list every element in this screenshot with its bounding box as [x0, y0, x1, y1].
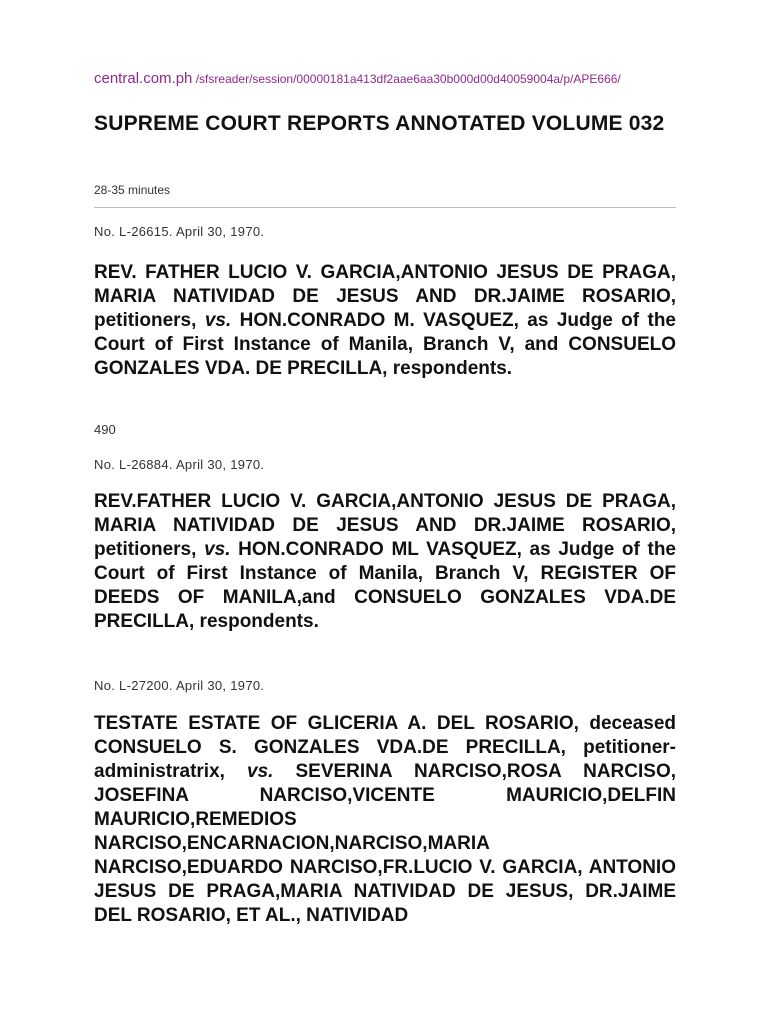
case-parties-1-before: REV. FATHER LUCIO V. GARCIA,ANTONIO JESUS DE PRAGA, MARIA NATIVIDAD DE JESUS AND DR.JAIME ROSARIO, petitioners,: [94, 262, 676, 331]
case-number-1: No. L-26615. April 30, 1970.: [94, 224, 265, 239]
case-parties-1: [94, 261, 676, 381]
source-path[interactable]: /sfsreader/session/00000181a413df2aae6aa30b000d00d40059004a/p/APE666/: [192, 72, 621, 86]
case-parties-1-after: HON.CONRADO M. VASQUEZ, as Judge of the Court of First Instance of Manila, Branch V, and CONSUELO GONZALES VDA. DE PRECILLA, respondents.: [94, 310, 676, 379]
header-divider: [94, 207, 676, 208]
case-parties-2-vs: vs.: [204, 539, 231, 560]
case-parties-3-after: SEVERINA NARCISO,ROSA NARCISO, JOSEFINA NARCISO,VICENTE MAURICIO,DELFIN MAURICIO,REMEDIOS NARCISO,ENCARNACION,NARCISO,MARIA NARCISO,EDUARDO NARCISO,FR.LUCIO V. GARCIA, ANTONIO JESUS DE PRAGA,MARIA NATIVIDAD DE JESUS, DR.JAIME DEL ROSARIO, ET AL., NATIVIDAD: [94, 761, 676, 926]
document-title: SUPREME COURT REPORTS ANNOTATED VOLUME 032: [94, 112, 665, 135]
source-domain[interactable]: central.com.ph: [94, 70, 193, 87]
case-parties-2-after: HON.CONRADO ML VASQUEZ, as Judge of the Court of First Instance of Manila, Branch V, REGISTER OF DEEDS OF MANILA,and CONSUELO GONZALES VDA.DE PRECILLA, respondents.: [94, 539, 676, 632]
case-parties-3-before: TESTATE ESTATE OF GLICERIA A. DEL ROSARIO, deceased CONSUELO S. GONZALES VDA.DE PRECILLA, petitioner-administratrix,: [94, 713, 676, 782]
case-number-2: No. L-26884. April 30, 1970.: [94, 457, 265, 472]
case-parties-2-before: REV.FATHER LUCIO V. GARCIA,ANTONIO JESUS DE PRAGA, MARIA NATIVIDAD DE JESUS AND DR.JAIME ROSARIO, petitioners,: [94, 491, 676, 560]
source-url[interactable]: [94, 70, 676, 88]
case-number-3: No. L-27200. April 30, 1970.: [94, 678, 265, 693]
case-parties-3: [94, 712, 676, 928]
reading-time: 28-35 minutes: [94, 183, 171, 197]
case-parties-2: [94, 490, 676, 634]
case-parties-3-vs: vs.: [247, 761, 274, 782]
case-parties-1-vs: vs.: [204, 310, 232, 331]
page-number: 490: [94, 422, 116, 437]
